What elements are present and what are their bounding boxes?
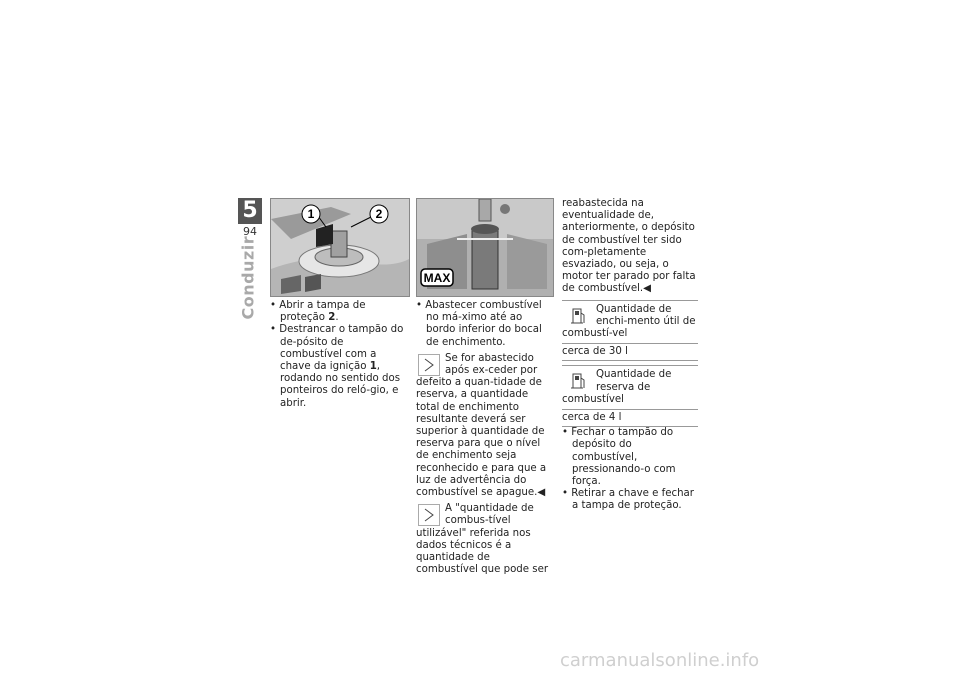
note-reserve-text: Se for abastecido após ex-ceder por defeito a quan-tidade de reserva, a quantidade total de enchimento resultante deverá ser superior à quantidade de reserva para que o nível de enchimento seja reconhecido e para que a luz de advertência do combustível se apague.◀: [416, 352, 547, 499]
spec-reserve-value: cerca de 4 l: [562, 409, 698, 426]
note-continuation: reabastecida na eventualidade de, anteriormente, o depósito de combustível ter sido com-pletamente esvaziado, ou seja, o motor ter parado por falta de combustível.◀: [562, 198, 696, 295]
step-refuel: • Abastecer combustível no má-ximo até ao bordo inferior do bocal de enchimento.: [416, 300, 542, 348]
max-label: MAX: [423, 271, 451, 285]
callout-2: 2: [375, 207, 383, 221]
side-section-title: Conduzir: [238, 235, 258, 320]
step-remove-key: • Retirar a chave e fechar a tampa de proteção.: [562, 488, 694, 512]
note-triangle-icon: [418, 504, 440, 526]
spec-usable-label: Quantidade de enchi-mento útil de combustí-vel: [562, 303, 696, 340]
fuel-pump-icon: [570, 305, 586, 327]
right-column: [562, 198, 698, 513]
spec-usable-value: cerca de 30 l: [562, 343, 698, 360]
watermark: carmanualsonline.info: [560, 650, 760, 671]
step-open-cover: • Abrir a tampa de proteção 2.: [270, 300, 366, 324]
filler-neck-illustration: [417, 199, 553, 296]
left-column: [270, 300, 408, 410]
filler-neck-photo: [416, 198, 554, 297]
note-usable-fuel-text: A "quantidade de combus-tível utilizável" referida nos dados técnicos é a quantidade de combustível que pode ser: [416, 503, 549, 576]
note-usable-fuel: [416, 503, 552, 576]
fuel-cap-photo: [270, 198, 410, 297]
fuel-cap-illustration: [271, 199, 409, 296]
note-triangle-icon: [418, 354, 440, 376]
fuel-pump-icon: [570, 370, 586, 392]
note-reserve: [416, 353, 552, 499]
spec-reserve-label: Quantidade de reserva de combustível: [562, 369, 672, 405]
spec-usable-capacity: [562, 300, 698, 362]
step-close-cap: • Fechar o tampão do depósito do combustível, pressionando-o com força.: [562, 427, 676, 488]
middle-column: [416, 300, 552, 576]
step-unlock-cap: • Destrancar o tampão do de-pósito de combustível com a chave da ignição 1, rodando no sentido dos ponteiros do reló-gio, e abrir.: [270, 324, 404, 409]
callout-1: 1: [307, 207, 315, 221]
page-number: 94: [243, 225, 257, 238]
spec-reserve-capacity: [562, 365, 698, 427]
chapter-number: 5: [238, 198, 262, 224]
